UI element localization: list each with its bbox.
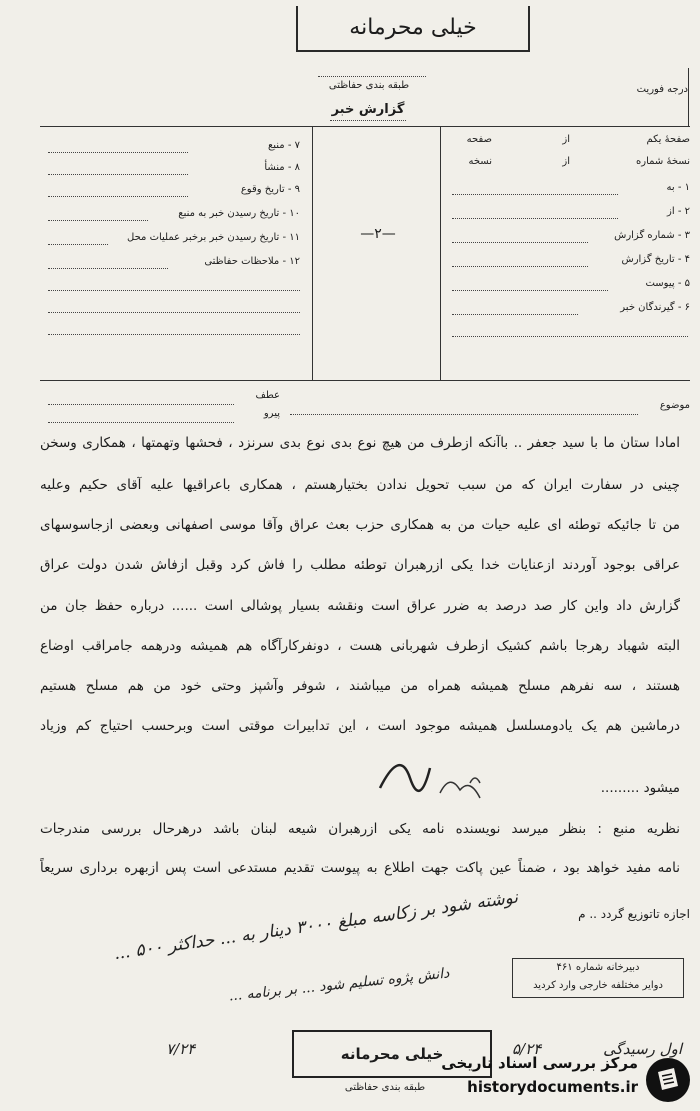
field-from-line	[452, 218, 618, 219]
classification-line	[318, 76, 426, 77]
field-to-line	[452, 194, 618, 195]
field-report-number: ۳ - شماره گزارش	[614, 230, 690, 241]
handwritten-note-sub: دانش پژوه تسلیم شود ... بر برنامه ...	[228, 965, 451, 1005]
handwritten-date-1: ۷/۲۴	[166, 1040, 196, 1058]
recipients-line-2	[452, 336, 688, 337]
urgency-label: درجه فوریت	[636, 84, 688, 95]
field-source-line	[48, 152, 188, 153]
handwritten-date-2: ۵/۲۴	[512, 1040, 542, 1058]
handwritten-signature: اول رسیدگی	[603, 1040, 682, 1058]
bottom-classification-stamp: خیلی محرمانه	[292, 1030, 492, 1078]
field-page-of: از	[562, 134, 570, 145]
field-report-date-line	[452, 266, 588, 267]
field-recipients: ۶ - گیرندگان خبر	[620, 302, 690, 313]
distribution-note: اجازه تاتوزیع گردد .. م	[578, 907, 690, 921]
form-title: گزارش خبر	[331, 102, 405, 117]
field-security-notes: ۱۲ - ملاحظات حفاظتی	[204, 256, 300, 267]
column-divider-right	[440, 126, 441, 380]
follow-up-line	[48, 422, 234, 423]
body-line-1: امادا ستان ما با سید جعفر .. باآنکه ازطرف من هیچ نوع بدی نوع بدی سرنزد ، فحشها وتهمتها ، همکاری وسخن	[40, 435, 680, 451]
registry-seal-line-1: دبیرخانه شماره ۴۶۱	[556, 962, 640, 973]
body-line-10: نظریه منبع : بنظر میرسد نویسنده نامه یکی ازرهبران شیعه لبنان باشد درهرحال بررسی مندرجات	[40, 821, 680, 837]
field-attachment-line	[452, 290, 608, 291]
body-line-2: چینی در سفارت ایران که من سبب تحویل ندادن بختیارهستم ، همکاری باعراقیها علیه آقای حکیم وعلیه	[40, 477, 680, 493]
form-middle-border	[40, 380, 690, 381]
field-event-date: ۹ - تاریخ وقوع	[240, 184, 300, 195]
field-copy-unit: نسخه	[468, 156, 492, 167]
field-attachment: ۵ - پیوست	[645, 278, 690, 289]
body-line-9: میشود .........	[600, 780, 680, 796]
field-event-date-line	[48, 196, 188, 197]
reference-line	[48, 404, 234, 405]
field-from: ۲ - از	[667, 206, 690, 217]
reference-label: عطف	[255, 390, 280, 401]
field-report-date: ۴ - تاریخ گزارش	[621, 254, 690, 265]
brand-logo-icon	[644, 1056, 692, 1104]
registry-seal	[512, 958, 684, 998]
field-news-to-ops-date: ۱۱ - تاریخ رسیدن خبر برخبر عملیات محل	[127, 232, 300, 243]
field-copy-of: از	[562, 156, 570, 167]
field-origin: ۸ - منشأ	[264, 162, 300, 173]
notes-line-2	[48, 290, 300, 291]
form-right-edge	[688, 68, 689, 126]
brand-name: مرکز بررسی اسناد تاریخی	[441, 1054, 638, 1072]
field-page-number: صفحهٔ یکم	[646, 134, 690, 145]
handwritten-note-main: نوشته شود بر زکاسه مبلغ ۳۰۰۰ دینار به ... حداکثر ۵۰۰ ...	[112, 887, 520, 965]
subject-label: موضوع	[659, 400, 690, 411]
notes-line-3	[48, 312, 300, 313]
body-line-5: گزارش داد واین کار صد درصد به ضرر عراق است ونقشه بسیار پوشالی است ...... درباره حفظ جان من	[40, 598, 680, 614]
body-line-4: عراقی بوجود آوردند ازعنایات خدا یکی ازرهبران توطئه مطلب را فاش کرد وقبل ازفاش شدن دولت عراق	[40, 557, 680, 573]
brand-url: historydocuments.ir	[467, 1078, 638, 1096]
field-recipients-line	[452, 314, 578, 315]
top-classification-stamp: خیلی محرمانه	[296, 6, 530, 52]
field-report-number-line	[452, 242, 588, 243]
watermark-branding	[392, 1052, 700, 1111]
field-news-to-source-date: ۱۰ - تاریخ رسیدن خبر به منبع	[178, 208, 300, 219]
classification-label: طبقه بندی حفاظتی	[328, 80, 410, 91]
field-copy-number: نسخهٔ شماره	[636, 156, 690, 167]
footer-classification: طبقه بندی حفاظتی	[344, 1082, 426, 1093]
field-source: ۷ - منبع	[267, 140, 300, 151]
center-mark: —۲—	[360, 226, 396, 242]
field-origin-line	[48, 174, 188, 175]
form-top-border	[40, 126, 690, 127]
body-line-8: درماشین هم یک یادومسلسل همیشه موجود است ، این تدابیرات موقتی است وبرحسب احتیاج کم وزیاد	[40, 718, 680, 734]
subject-line	[290, 414, 638, 415]
field-news-to-source-line	[48, 220, 148, 221]
body-line-11: نامه مفید خواهد بود ، ضمناً عین پاکت جهت اطلاع به پیوست تقدیم مستدعی است پس ازبهره برداری سریعاً	[40, 860, 680, 876]
form-title-underline	[330, 120, 406, 121]
column-divider-left	[312, 126, 313, 380]
field-page-unit: صفحه	[466, 134, 492, 145]
follow-up-label: پیرو	[263, 408, 280, 419]
body-line-6: البته شهباد رهرجا باشم کشیک ازطرف شهربانی هست ، دونفرکارآگاه هم همیشه ودرهمه جامراقب اوضاع	[40, 638, 680, 654]
notes-line-4	[48, 334, 300, 335]
field-news-to-ops-line	[48, 244, 108, 245]
body-line-7: هستند ، سه نفرهم مسلح همیشه همراه من میباشند ، شوفر وآشپز وحتی خود من هم مسلح هستیم	[40, 678, 680, 694]
field-security-notes-line	[48, 268, 168, 269]
field-to: ۱ - به	[666, 182, 690, 193]
registry-seal-line-2: دوایر مختلفه خارجی وارد کردید	[533, 980, 663, 991]
handwritten-scribble-icon	[370, 738, 510, 808]
body-line-3: من تا جائیکه توطئه ای علیه حیات من به همکاری حزب بعث عراق وآقا موسی اصفهانی وبعضی ازجاسوسهای	[40, 517, 680, 533]
